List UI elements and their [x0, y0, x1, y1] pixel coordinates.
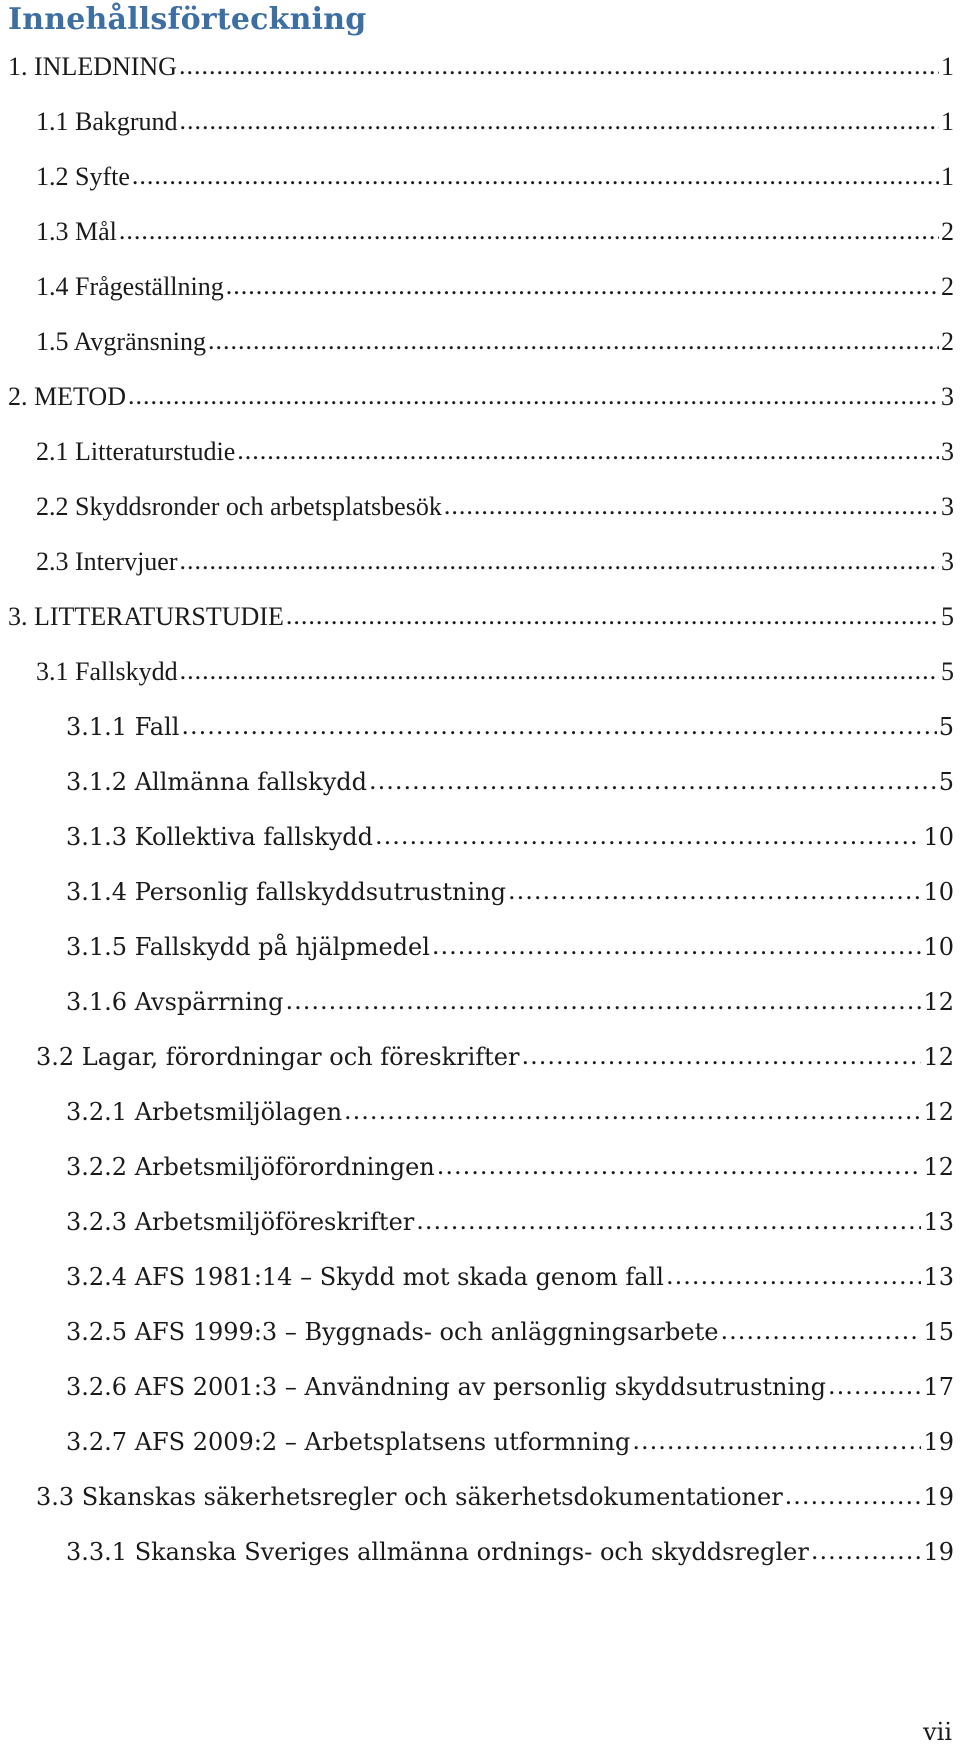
toc-entry[interactable] [0, 1533, 960, 1588]
toc-entry-label: 3.2.1 Arbetsmiljölagen [66, 1098, 343, 1126]
toc-entry[interactable] [0, 488, 960, 543]
toc-entry-page: 10 [923, 823, 954, 851]
toc-entry[interactable] [0, 103, 960, 158]
toc-entry-page: 13 [923, 1263, 954, 1291]
toc-entry[interactable] [0, 818, 960, 873]
toc-dot-leader [369, 762, 937, 800]
toc-list [0, 48, 960, 1588]
toc-entry-page: 12 [923, 1098, 954, 1126]
toc-entry[interactable] [0, 1093, 960, 1148]
toc-dot-leader [286, 597, 939, 635]
toc-dot-leader [119, 212, 939, 250]
toc-entry-label: 3.2.3 Arbetsmiljöföreskrifter [66, 1208, 415, 1236]
toc-entry-label: 1.5 Avgränsning [36, 327, 206, 356]
toc-entry-page: 12 [923, 1153, 954, 1181]
toc-entry-label: 1.2 Syfte [36, 162, 130, 191]
toc-entry-page: 3 [941, 437, 954, 466]
toc-entry-page: 5 [938, 768, 954, 796]
toc-entry[interactable] [0, 1478, 960, 1533]
toc-dot-leader [416, 1202, 921, 1240]
toc-title: Innehållsförteckning [8, 2, 367, 37]
toc-entry-page: 2 [941, 217, 954, 246]
toc-dot-leader [180, 652, 939, 690]
toc-entry-page: 5 [941, 602, 954, 631]
toc-entry-page: 13 [923, 1208, 954, 1236]
toc-dot-leader [720, 1312, 921, 1350]
toc-entry-label: 2.2 Skyddsronder och arbetsplatsbesök [36, 492, 442, 521]
toc-entry-page: 2 [941, 327, 954, 356]
toc-entry[interactable] [0, 1148, 960, 1203]
toc-dot-leader [179, 47, 939, 85]
toc-dot-leader [811, 1532, 922, 1570]
toc-dot-leader [437, 1147, 922, 1185]
toc-entry[interactable] [0, 983, 960, 1038]
toc-dot-leader [180, 102, 939, 140]
page-number: vii [923, 1718, 952, 1746]
toc-dot-leader [521, 1037, 921, 1075]
toc-entry-label: 3.2.5 AFS 1999:3 – Byggnads- och anläggningsarbete [66, 1318, 719, 1346]
toc-entry[interactable] [0, 1313, 960, 1368]
toc-entry-page: 3 [941, 492, 954, 521]
toc-entry-page: 1 [941, 107, 954, 136]
toc-dot-leader [508, 872, 921, 910]
toc-entry-page: 5 [941, 657, 954, 686]
toc-entry-page: 1 [941, 162, 954, 191]
toc-entry[interactable] [0, 268, 960, 323]
toc-entry-page: 17 [923, 1373, 954, 1401]
toc-entry-label: 3.2.4 AFS 1981:14 – Skydd mot skada genom fall [66, 1263, 664, 1291]
toc-entry-label: 3.2.2 Arbetsmiljöförordningen [66, 1153, 435, 1181]
toc-entry-page: 3 [941, 382, 954, 411]
toc-dot-leader [785, 1477, 922, 1515]
toc-dot-leader [208, 322, 939, 360]
toc-dot-leader [286, 982, 922, 1020]
toc-entry[interactable] [0, 48, 960, 103]
toc-entry-label: 3.1.5 Fallskydd på hjälpmedel [66, 933, 430, 961]
toc-entry-page: 15 [923, 1318, 954, 1346]
toc-entry-page: 3 [941, 547, 954, 576]
toc-entry-label: 3. LITTERATURSTUDIE [8, 602, 284, 631]
toc-entry[interactable] [0, 598, 960, 653]
toc-entry-label: 3.1 Fallskydd [36, 657, 178, 686]
toc-dot-leader [132, 157, 939, 195]
toc-entry-page: 2 [941, 272, 954, 301]
toc-dot-leader [632, 1422, 921, 1460]
toc-entry-label: 1. INLEDNING [8, 52, 177, 81]
toc-entry-label: 3.2.7 AFS 2009:2 – Arbetsplatsens utformning [66, 1428, 631, 1456]
toc-entry[interactable] [0, 1258, 960, 1313]
toc-dot-leader [180, 542, 939, 580]
toc-entry-label: 1.3 Mål [36, 217, 117, 246]
toc-dot-leader [432, 927, 922, 965]
toc-entry-label: 3.1.3 Kollektiva fallskydd [66, 823, 374, 851]
toc-dot-leader [181, 707, 936, 745]
toc-entry[interactable] [0, 213, 960, 268]
toc-entry[interactable] [0, 433, 960, 488]
toc-dot-leader [344, 1092, 921, 1130]
toc-entry-page: 19 [923, 1483, 954, 1511]
toc-entry[interactable] [0, 158, 960, 213]
toc-entry-label: 3.1.4 Personlig fallskyddsutrustning [66, 878, 506, 906]
toc-entry-page: 1 [941, 52, 954, 81]
toc-dot-leader [444, 487, 939, 525]
toc-entry[interactable] [0, 653, 960, 708]
toc-entry-page: 19 [923, 1538, 954, 1566]
toc-entry[interactable] [0, 763, 960, 818]
toc-dot-leader [828, 1367, 921, 1405]
toc-entry[interactable] [0, 1368, 960, 1423]
toc-dot-leader [375, 817, 921, 855]
toc-entry-label: 3.2.6 AFS 2001:3 – Användning av personlig skyddsutrustning [66, 1373, 827, 1401]
toc-entry[interactable] [0, 323, 960, 378]
toc-dot-leader [237, 432, 939, 470]
toc-dot-leader [226, 267, 939, 305]
toc-entry-label: 1.4 Frågeställning [36, 272, 224, 301]
toc-entry-label: 3.2 Lagar, förordningar och föreskrifter [36, 1043, 520, 1071]
toc-entry-page: 19 [923, 1428, 954, 1456]
toc-entry-page: 12 [923, 1043, 954, 1071]
toc-dot-leader [128, 377, 939, 415]
toc-entry[interactable] [0, 708, 960, 763]
toc-dot-leader [666, 1257, 921, 1295]
toc-entry-label: 2. METOD [8, 382, 126, 411]
toc-entry[interactable] [0, 873, 960, 928]
toc-entry[interactable] [0, 1203, 960, 1258]
toc-entry-page: 10 [923, 933, 954, 961]
toc-entry-label: 2.1 Litteraturstudie [36, 437, 236, 466]
toc-entry[interactable] [0, 1423, 960, 1478]
toc-entry[interactable] [0, 1038, 960, 1093]
toc-entry-label: 3.1.2 Allmänna fallskydd [66, 768, 367, 796]
toc-entry-page: 5 [938, 713, 954, 741]
toc-entry-page: 12 [923, 988, 954, 1016]
toc-entry[interactable] [0, 928, 960, 983]
toc-entry-label: 3.3.1 Skanska Sveriges allmänna ordnings- och skyddsregler [66, 1538, 809, 1566]
toc-entry[interactable] [0, 378, 960, 433]
toc-entry[interactable] [0, 543, 960, 598]
toc-entry-label: 3.1.6 Avspärrning [66, 988, 284, 1016]
toc-entry-label: 3.3 Skanskas säkerhetsregler och säkerhetsdokumentationer [36, 1483, 783, 1511]
toc-entry-page: 10 [923, 878, 954, 906]
toc-entry-label: 2.3 Intervjuer [36, 547, 178, 576]
toc-entry-label: 3.1.1 Fall [66, 713, 180, 741]
toc-entry-label: 1.1 Bakgrund [36, 107, 178, 136]
